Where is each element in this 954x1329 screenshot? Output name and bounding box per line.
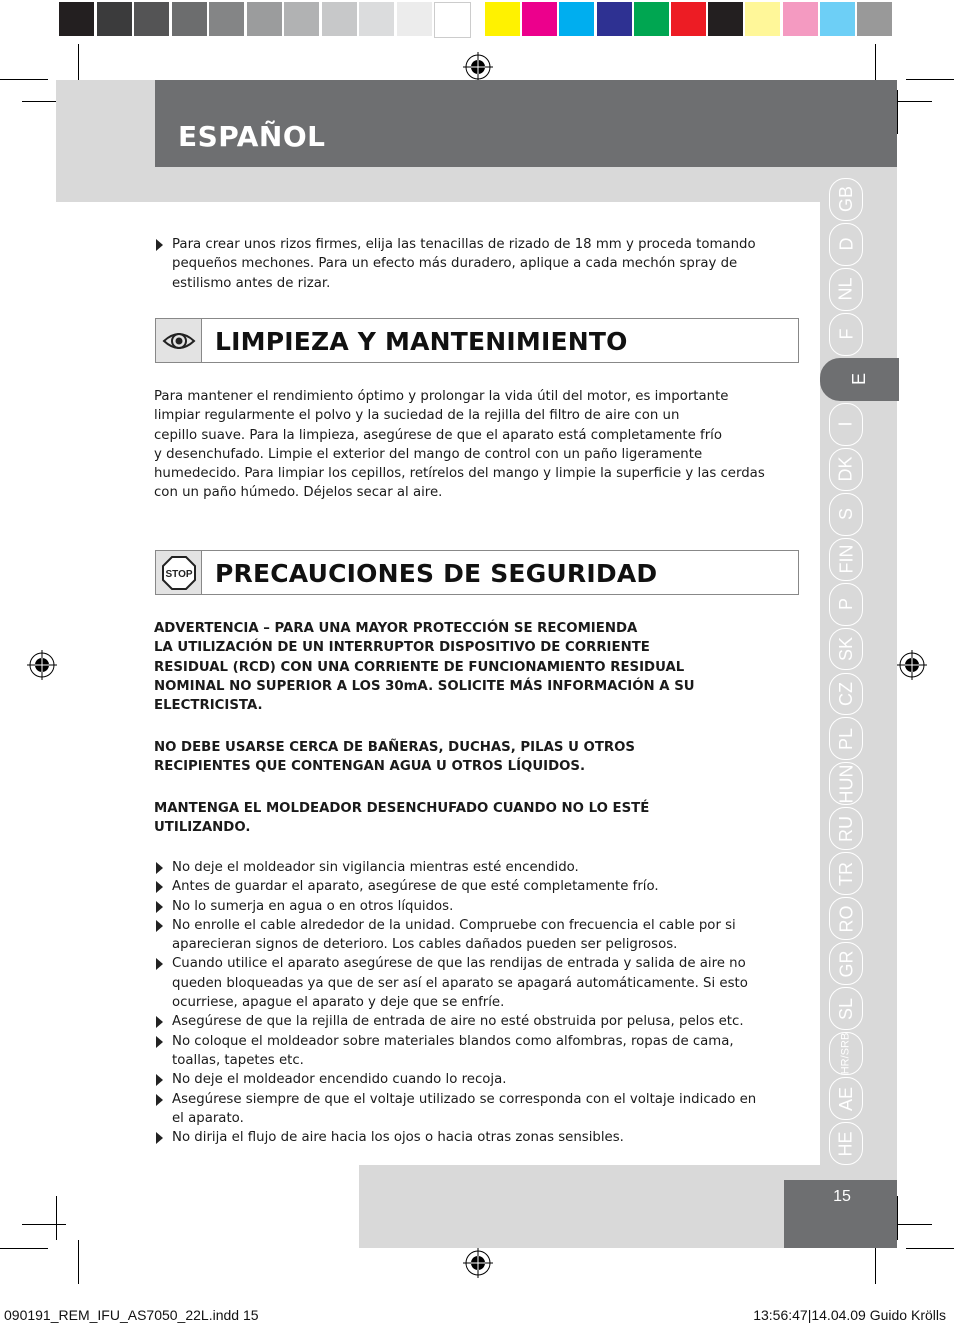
warning-line: NOMINAL NO SUPERIOR A LOS 30mA. SOLICITE MÁS INFORMACIÓN A SU (154, 678, 695, 694)
language-tab-label: D (836, 237, 856, 251)
language-tab-label: I (835, 421, 856, 427)
list-item: No lo sumerja en agua o en otros líquidos. (154, 897, 766, 916)
language-tab-label: RU (836, 815, 856, 842)
language-tab[interactable] (829, 762, 863, 805)
list-item: Asegúrese de que la rejilla de entrada de aire no esté obstruida por pelusa, pelos etc. (154, 1012, 766, 1031)
color-swatch (857, 2, 892, 36)
registration-mark-icon (463, 1248, 493, 1278)
language-tab-label: PL (836, 727, 856, 750)
list-item: Antes de guardar el aparato, asegúrese de que esté completamente frío. (154, 877, 766, 896)
language-tab-label: SK (835, 636, 856, 662)
list-item: Para crear unos rizos firmes, elija las tenacillas de rizado de 18 mm y proceda tomando pequeños mechones. Para un efecto más duradero, aplique a cada mechón spray de estilismo antes de rizar. (154, 235, 764, 293)
language-tab-label: HR/SRB (839, 1032, 852, 1075)
language-tab[interactable] (829, 493, 863, 536)
language-tab[interactable] (829, 268, 863, 311)
language-tab[interactable] (829, 1077, 863, 1120)
language-tab-label: GR (836, 950, 856, 978)
language-tab-label: FIN (836, 544, 856, 574)
safety-section-header (155, 550, 799, 595)
list-item: No enrolle el cable alrededor de la unidad. Compruebe con frecuencia el cable por si aparecieran signos de deterioro. Los cables dañados pueden ser peligrosos. (154, 916, 766, 955)
safety-bullet-list (154, 858, 766, 1147)
language-tab-label: NL (835, 277, 856, 301)
warning-line: MANTENGA EL MOLDEADOR DESENCHUFADO CUANDO NO LO ESTÉ (154, 801, 650, 816)
footer-timestamp: 13:56:47|14.04.09 Guido Krölls (753, 1307, 946, 1323)
paragraph-line: limpiar regularmente el polvo y la suciedad de la rejilla del filtro de aire con un (154, 408, 680, 424)
eye-icon (162, 329, 196, 353)
intro-bullet-list (154, 235, 764, 293)
greyscale-swatch (397, 2, 432, 36)
cleaning-paragraph (154, 387, 779, 503)
greyscale-swatch (322, 2, 357, 36)
registration-mark-icon (27, 650, 57, 680)
language-tab-label: TR (836, 861, 856, 886)
registration-mark-icon (897, 650, 927, 680)
greyscale-swatch (172, 2, 207, 36)
language-tab[interactable] (829, 673, 863, 716)
greyscale-swatch (359, 2, 394, 36)
paragraph-line: con un paño húmedo. Déjelos secar al aire. (154, 485, 443, 501)
page-title: ESPAÑOL (178, 120, 326, 153)
greyscale-swatch (247, 2, 282, 36)
list-item: Cuando utilice el aparato asegúrese de que las rendijas de entrada y salida de aire no queden bloqueadas ya que de ser así el aparato se apagará automáticamente. Si esto ocurriese, apague el aparato y deje que se enfríe. (154, 954, 766, 1012)
greyscale-swatch (209, 2, 244, 36)
greyscale-swatch (434, 2, 471, 38)
language-tab[interactable] (829, 1032, 863, 1075)
page-number: 15 (833, 1188, 851, 1205)
color-swatch (671, 2, 706, 36)
color-swatch (634, 2, 669, 36)
language-tab-label: DK (835, 456, 856, 482)
language-tab[interactable] (829, 987, 863, 1030)
color-swatch (745, 2, 780, 36)
warning-line: RESIDUAL (RCD) CON UNA CORRIENTE DE FUNCIONAMIENTO RESIDUAL (154, 659, 685, 675)
language-tab[interactable] (829, 897, 863, 940)
language-tab-label: AE (835, 1086, 856, 1111)
language-tab[interactable] (829, 942, 863, 985)
language-tab-label: S (835, 508, 856, 521)
warning-line: UTILIZANDO. (154, 820, 251, 836)
language-tab[interactable] (829, 807, 863, 850)
language-tab-label: RO (836, 905, 856, 933)
footer-file-info: 090191_REM_IFU_AS7050_22L.indd 15 (4, 1307, 259, 1323)
stop-icon (161, 555, 197, 591)
language-tab[interactable] (829, 583, 863, 626)
stop-icon-label: STOP (164, 568, 193, 580)
warning-line: ADVERTENCIA – PARA UNA MAYOR PROTECCIÓN SE RECOMIENDA (154, 621, 638, 636)
greyscale-swatch (59, 2, 94, 36)
list-item: No dirija el flujo de aire hacia los ojos o hacia otras zonas sensibles. (154, 1128, 766, 1147)
language-tab[interactable] (829, 313, 863, 356)
color-swatch (820, 2, 855, 36)
language-tab[interactable] (829, 717, 863, 760)
paragraph-line: Para mantener el rendimiento óptimo y prolongar la vida útil del motor, es importante (154, 389, 729, 404)
language-tab-label: GB (835, 186, 856, 213)
list-item: No coloque el moldeador sobre materiales blandos como alfombras, ropas de cama, toallas, tapetes etc. (154, 1032, 766, 1071)
color-swatch (597, 2, 632, 36)
rcd-warning (154, 619, 784, 715)
warning-line: NO DEBE USARSE CERCA DE BAÑERAS, DUCHAS, PILAS U OTROS (154, 740, 636, 755)
color-swatch (783, 2, 818, 36)
warning-line: ELECTRICISTA. (154, 698, 263, 714)
frame-left-block (56, 80, 155, 202)
language-tab[interactable] (829, 178, 863, 221)
language-tab-label: HUN (836, 764, 856, 804)
warning-line: LA UTILIZACIÓN DE UN INTERRUPTOR DISPOSITIVO DE CORRIENTE (154, 640, 650, 656)
water-warning (154, 738, 784, 777)
section-title: PRECAUCIONES DE SEGURIDAD (215, 559, 658, 588)
language-tab-label: CZ (836, 681, 856, 706)
greyscale-swatch (97, 2, 132, 36)
language-tab[interactable] (829, 538, 863, 581)
language-tab[interactable] (829, 223, 863, 266)
greyscale-swatch (284, 2, 319, 36)
color-swatch (708, 2, 743, 36)
list-item: No deje el moldeador sin vigilancia mientras esté encendido. (154, 858, 766, 877)
language-tab-label: P (835, 598, 856, 611)
color-swatch (522, 2, 557, 36)
list-item: Asegúrese siempre de que el voltaje utilizado se corresponda con el voltaje indicado en el aparato. (154, 1090, 766, 1129)
list-item: No deje el moldeador encendido cuando lo recoja. (154, 1070, 766, 1089)
paragraph-line: cepillo suave. Para la limpieza, asegúrese de que el aparato está completamente frío (154, 427, 723, 443)
unplug-warning (154, 799, 784, 838)
language-tab-label: F (836, 328, 856, 340)
warning-line: RECIPIENTES QUE CONTENGAN AGUA U OTROS LÍQUIDOS. (154, 759, 586, 775)
language-tab-label: E (849, 373, 870, 386)
language-tab[interactable] (829, 628, 863, 671)
language-tab[interactable] (829, 1122, 863, 1165)
language-tab-label: SL (836, 997, 856, 1020)
language-tab[interactable] (820, 358, 899, 401)
paragraph-line: humedecido. Para limpiar los cepillos, retírelos del mango y limpie la superficie y las cerdas (154, 466, 765, 482)
language-tab-label: HE (835, 1130, 856, 1157)
section-title: LIMPIEZA Y MANTENIMIENTO (215, 327, 628, 356)
greyscale-swatch (134, 2, 169, 36)
color-swatch (485, 2, 520, 36)
language-tab[interactable] (829, 852, 863, 895)
language-tab[interactable] (829, 403, 863, 446)
paragraph-line: y desenchufado. Limpie el exterior del mango de control con un paño ligeramente (154, 446, 703, 462)
registration-mark-icon (463, 52, 493, 82)
cleaning-section-header (155, 318, 799, 363)
language-tab[interactable] (829, 448, 863, 491)
color-swatch (559, 2, 594, 36)
frame-top-strip (155, 167, 897, 202)
